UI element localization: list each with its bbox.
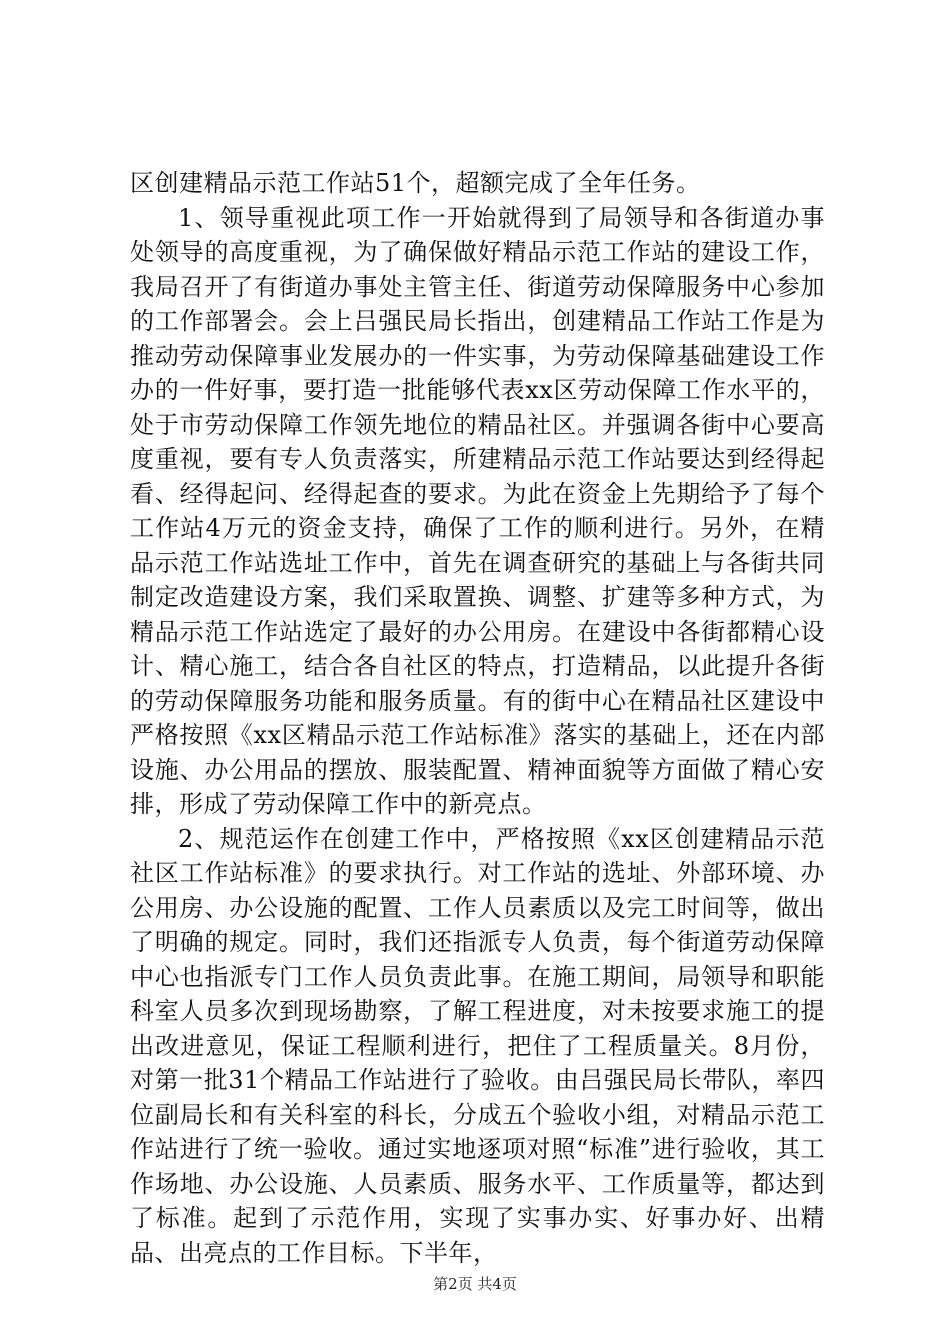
paragraph-leadership-attention: 1、领导重视此项工作一开始就得到了局领导和各街道办事处领导的高度重视，为了确保做好精品示范工作站的建设工作，我局召开了有街道办事处主管主任、街道劳动保障服务中心参加的工作部署会。会上吕强民局长指出，创建精品工作站工作是为推动劳动保障事业发展办的一件实事，为劳动保障基础建设工作办的一件好事，要打造一批能够代表xx区劳动保障工作水平的，处于市劳动保障工作领先地位的精品社区。并强调各街中心要高度重视，要有专人负责落实，所建精品示范工作站要达到经得起看、经得起问、经得起查的要求。为此在资金上先期给予了每个工作站4万元的资金支持，确保了工作的顺利进行。另外，在精品示范工作站选址工作中，首先在调查研究的基础上与各街共同制定改造建设方案，我们采取置换、调整、扩建等多种方式，为精品示范工作站选定了最好的办公用房。在建设中各街都精心设计、精心施工，结合各自社区的特点，打造精品，以此提升各街的劳动保障服务功能和服务质量。有的街中心在精品社区建设中严格按照《xx区精品示范工作站标准》落实的基础上，还在内部设施、办公用品的摆放、服装配置、精神面貌等方面做了精心安排，形成了劳动保障工作中的新亮点。 [130,203,825,818]
paragraph-standard-operation: 2、规范运作在创建工作中，严格按照《xx区创建精品示范社区工作站标准》的要求执行。对工作站的选址、外部环境、办公用房、办公设施的配置、工作人员素质以及完工时间等，做出了明确的规定。同时，我们还指派专人负责，每个街道劳动保障中心也指派专门工作人员负责此事。在施工期间，局领导和职能科室人员多次到现场勘察，了解工程进度，对未按要求施工的提出改进意见，保证工程顺利进行，把住了工程质量关。8月份，对第一批31个精品工作站进行了验收。由吕强民局长带队，率四位副局长和有关科室的科长，分成五个验收小组，对精品示范工作站进行了统一验收。通过实地逐项对照“标准”进行验收，其工作场地、办公设施、人员素质、服务水平、工作质量等，都达到了标准。起到了示范作用，实现了实事办实、好事办好、出精品、出亮点的工作目标。下半年， [130,824,825,1267]
document-body [130,166,825,1270]
page-number-footer: 第2页 共4页 [433,1275,517,1293]
paragraph-continuation: 区创建精品示范工作站51个，超额完成了全年任务。 [130,169,701,197]
